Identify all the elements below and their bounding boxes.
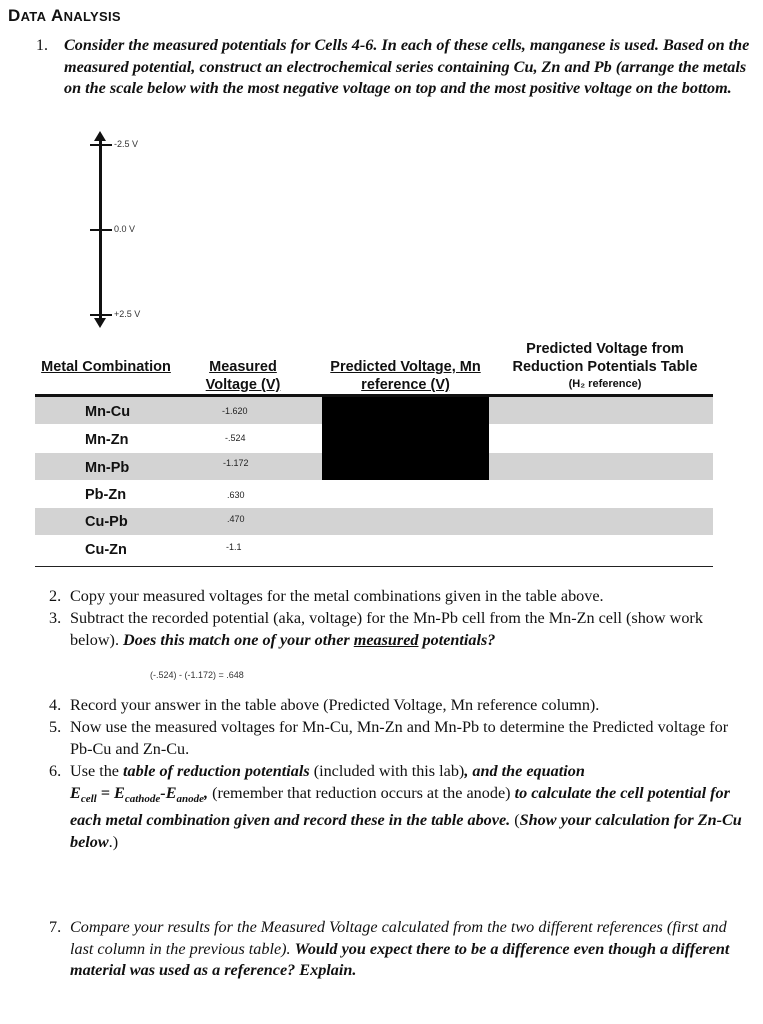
header-metal-combination <box>40 358 172 376</box>
cell-measured-voltage: -1.620 <box>222 406 248 416</box>
question-6-show-work: Show your calculation for Zn-Cu below <box>70 811 742 851</box>
cell-measured-voltage: .630 <box>227 490 245 500</box>
blacked-out-cells <box>322 397 489 480</box>
question-6-paren-open: ( <box>514 811 520 830</box>
cell-measured-voltage: .470 <box>227 514 245 524</box>
question-3 <box>49 608 750 651</box>
cell-metal: Pb-Zn <box>85 487 127 503</box>
equation-e: E <box>165 783 177 802</box>
voltage-scale-axis <box>99 140 102 322</box>
question-4 <box>49 695 750 717</box>
header-metal-label: Metal Combination <box>41 359 171 375</box>
cell-metal: Mn-Zn <box>85 432 129 448</box>
equation-e: E <box>70 783 81 802</box>
question-1-number: 1. <box>36 37 48 54</box>
question-4-text: Record your answer in the table above (Predicted Voltage, Mn reference column). <box>70 696 600 714</box>
cell-metal: Mn-Pb <box>85 460 130 476</box>
question-6-equation-intro: , and the equation <box>464 762 585 780</box>
scale-tick-top <box>90 144 112 146</box>
header-predicted-table-label: Predicted Voltage from Reduction Potentials Table <box>512 341 698 375</box>
equation-comma: , <box>204 783 209 802</box>
question-5-number: 5. <box>49 718 62 736</box>
question-3-number: 3. <box>49 609 62 627</box>
question-2 <box>49 586 750 608</box>
table-bottom-rule <box>35 566 713 567</box>
question-6-remember: (remember that reduction occurs at the anode) <box>208 783 515 802</box>
scale-tick-middle <box>90 229 112 231</box>
table-row <box>35 481 713 508</box>
header-predicted-table <box>495 340 715 392</box>
question-3-text: Subtract the recorded potential (aka, voltage) for the Mn-Pb cell from the Mn-Zn cell (show work below). <box>70 609 703 649</box>
cell-metal: Cu-Zn <box>85 542 127 558</box>
question-3-emphasis-end: potentials? <box>422 630 496 649</box>
question-7-text: Compare your results for the Measured Voltage calculated from the two different references (first and last column in the previous table). <box>70 918 727 958</box>
title-rest-2: NALYSIS <box>63 9 121 24</box>
scale-tick-bottom <box>90 314 112 316</box>
question-7-number: 7. <box>49 918 62 936</box>
scale-label-top: -2.5 V <box>114 139 139 149</box>
cell-measured-voltage: -.524 <box>225 433 246 443</box>
title-initial-2: A <box>51 6 64 25</box>
equation-cathode-sub: cathode <box>124 792 161 805</box>
equation-minus: - <box>160 783 166 802</box>
title-rest: ATA <box>20 9 47 24</box>
scale-label-bottom: +2.5 V <box>114 309 141 319</box>
question-6-pre: Use the <box>70 762 119 780</box>
equation-anode-sub: anode <box>176 792 204 805</box>
equation-e: E <box>114 783 125 802</box>
question-4-number: 4. <box>49 696 62 714</box>
question-2-text: Copy your measured voltages for the metal combinations given in the table above. <box>70 587 604 605</box>
header-predicted-mn-label: Predicted Voltage, Mn reference (V) <box>330 359 481 393</box>
question-2-number: 2. <box>49 587 62 605</box>
question-7-emphasis: Would you expect there to be a difference even though a different material was used as a reference? Explain. <box>70 939 730 979</box>
calculation-work: (-.524) - (-1.172) = .648 <box>150 670 244 680</box>
header-measured-voltage <box>190 358 296 394</box>
question-1-text: Consider the measured potentials for Cells 4-6. In each of these cells, manganese is used. Based on the measured potential, construct an electrochemical series containing Cu, Zn and Pb (arrange the metals on the scale below with the most negative voltage on top and the most positive voltage on the bottom. <box>64 36 750 97</box>
arrow-down-icon <box>94 318 106 328</box>
section-title <box>8 6 121 26</box>
question-6-mid: (included with this lab) <box>313 762 465 780</box>
table-row <box>35 508 713 535</box>
question-3-underlined: measured <box>353 630 419 649</box>
cell-measured-voltage: -1.172 <box>223 458 249 468</box>
question-7 <box>49 917 750 982</box>
title-initial: D <box>8 6 21 25</box>
question-6-table-phrase: table of reduction potentials <box>123 762 310 780</box>
question-5 <box>49 717 750 760</box>
question-6 <box>49 761 750 853</box>
question-6-instruction: to calculate the cell potential for each metal combination given and record these in the table above. <box>70 783 730 830</box>
header-measured-label: Measured Voltage (V) <box>205 359 281 393</box>
equation-equals: = <box>96 783 115 802</box>
table-row <box>35 536 713 563</box>
question-6-number: 6. <box>49 762 62 780</box>
question-3-emphasis: Does this match one of your other <box>123 630 350 649</box>
question-6-paren-close: .) <box>108 832 119 851</box>
header-predicted-mn <box>322 358 489 394</box>
cell-measured-voltage: -1.1 <box>226 542 242 552</box>
scale-label-middle: 0.0 V <box>114 224 136 234</box>
cell-metal: Cu-Pb <box>85 514 128 530</box>
cell-metal: Mn-Cu <box>85 404 131 420</box>
question-5-text: Now use the measured voltages for Mn-Cu, Mn-Zn and Mn-Pb to determine the Predicted voltage for Pb-Cu and Zn-Cu. <box>70 718 729 758</box>
equation-cell-sub: cell <box>80 792 97 805</box>
header-h2-reference: (H₂ reference) <box>568 378 642 390</box>
equation <box>70 783 209 805</box>
